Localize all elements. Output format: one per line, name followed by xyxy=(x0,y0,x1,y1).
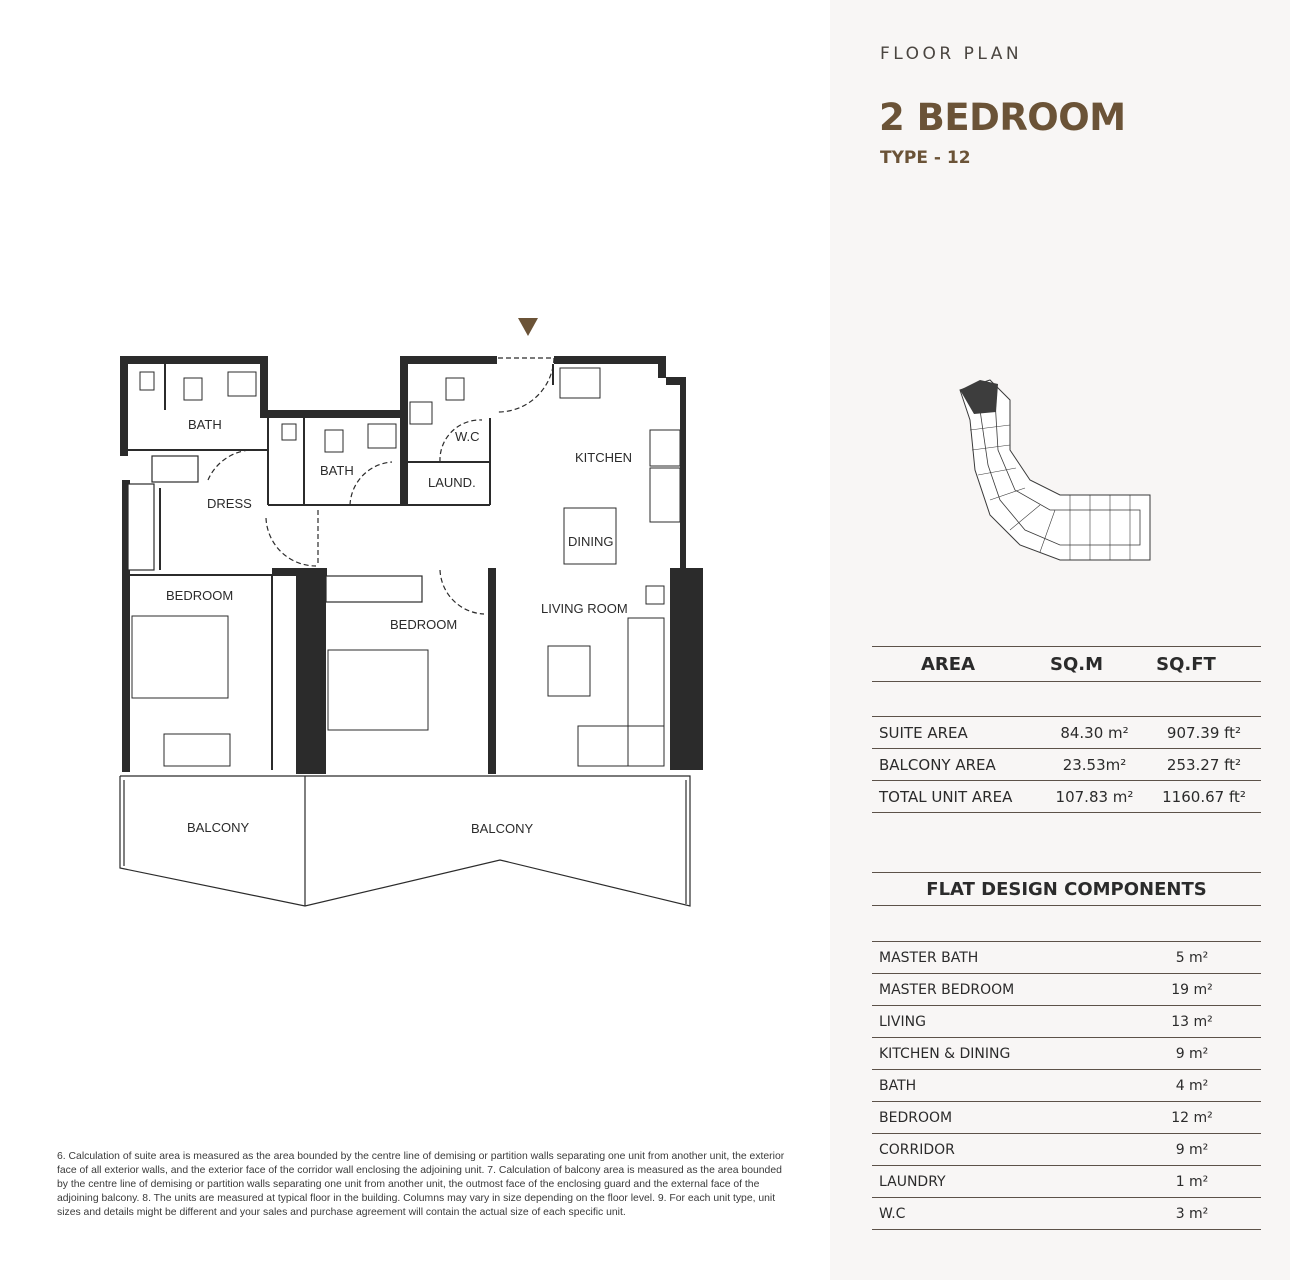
area-table xyxy=(872,646,1261,813)
table-row xyxy=(872,1198,1261,1230)
table-spacer xyxy=(872,682,1261,717)
room-label-bedroom-2: BEDROOM xyxy=(390,617,458,632)
table-row xyxy=(872,1166,1261,1198)
room-label-bath-2: BATH xyxy=(320,463,354,478)
balconies xyxy=(120,776,690,906)
component-value: 4 m² xyxy=(1175,1077,1209,1094)
room-label-bedroom-1: BEDROOM xyxy=(166,588,234,603)
component-name: BATH xyxy=(879,1077,917,1094)
section-kicker: FLOOR PLAN xyxy=(880,44,1023,64)
row-label: BALCONY AREA xyxy=(879,755,996,774)
component-value: 3 m² xyxy=(1175,1205,1209,1222)
area-table-header xyxy=(872,646,1261,682)
highlighted-unit xyxy=(960,380,998,414)
components-table xyxy=(872,872,1261,1230)
row-label: TOTAL UNIT AREA xyxy=(879,787,1013,806)
header-area: AREA xyxy=(920,653,976,675)
table-spacer xyxy=(872,906,1261,942)
table-row xyxy=(872,974,1261,1006)
table-row xyxy=(872,717,1261,749)
row-sqft: 907.39 ft² xyxy=(1166,723,1242,742)
room-label-dining: DINING xyxy=(568,534,614,549)
key-plan-map xyxy=(950,370,1160,570)
row-label: SUITE AREA xyxy=(879,723,968,742)
component-value: 1 m² xyxy=(1175,1173,1209,1190)
table-row xyxy=(872,942,1261,974)
footnote-text: 6. Calculation of suite area is measured as the area bounded by the centre line of demising or partition walls separating one unit from another unit, the exterior face of all exterior walls, and the exterior face of the corridor wall enclosing the adjoining unit. 7. Calculation of balcony area is measured as the area bounded by the centre line of demising or partition walls separating one unit from another unit, the outmost face of the enclosing guard and the external face of the adjoining balcony. 8. The units are measured at typical floor in the building. Columns may vary in size depending on the floor level. 9. For each unit type, unit sizes and details might be different and your sales and purchase agreement will contain the actual size of each specific unit. xyxy=(57,1151,785,1218)
component-value: 5 m² xyxy=(1175,949,1209,966)
component-value: 19 m² xyxy=(1171,981,1213,998)
table-row xyxy=(872,1070,1261,1102)
wardrobes xyxy=(128,456,422,602)
row-sqft: 253.27 ft² xyxy=(1166,755,1242,774)
row-sqm: 84.30 m² xyxy=(1060,723,1129,742)
table-row xyxy=(872,1006,1261,1038)
component-value: 12 m² xyxy=(1171,1109,1213,1126)
components-title: FLAT DESIGN COMPONENTS xyxy=(926,878,1207,900)
room-label-living: LIVING ROOM xyxy=(541,601,628,616)
table-row xyxy=(872,1038,1261,1070)
entry-arrow-icon xyxy=(518,318,538,336)
row-sqm: 107.83 m² xyxy=(1055,787,1134,806)
components-table-header xyxy=(872,872,1261,906)
row-sqft: 1160.67 ft² xyxy=(1162,787,1246,806)
component-name: BEDROOM xyxy=(879,1109,953,1126)
room-label-kitchen: KITCHEN xyxy=(575,450,633,465)
table-row xyxy=(872,1134,1261,1166)
room-label-balcony-2: BALCONY xyxy=(471,821,534,836)
room-label-wc: W.C xyxy=(455,429,480,444)
component-name: W.C xyxy=(879,1205,906,1222)
table-row xyxy=(872,749,1261,781)
component-value: 9 m² xyxy=(1175,1045,1209,1062)
floor-plan-drawing xyxy=(0,300,830,920)
table-row xyxy=(872,781,1261,813)
info-panel xyxy=(830,0,1290,1280)
component-name: CORRIDOR xyxy=(879,1141,955,1158)
unit-type: TYPE - 12 xyxy=(880,148,971,168)
table-row xyxy=(872,1102,1261,1134)
room-label-bath-1: BATH xyxy=(188,417,222,432)
room-label-balcony-1: BALCONY xyxy=(187,820,250,835)
component-name: LAUNDRY xyxy=(879,1173,946,1190)
header-sqm: SQ.M xyxy=(1049,653,1103,675)
component-name: LIVING xyxy=(879,1013,926,1030)
component-value: 13 m² xyxy=(1171,1013,1213,1030)
header-sqft: SQ.FT xyxy=(1156,653,1216,675)
room-label-laundry: LAUND. xyxy=(428,475,476,490)
component-name: MASTER BATH xyxy=(879,949,979,966)
component-value: 9 m² xyxy=(1175,1141,1209,1158)
page-title: 2 BEDROOM xyxy=(879,96,1126,139)
component-name: KITCHEN & DINING xyxy=(879,1045,1011,1062)
component-name: MASTER BEDROOM xyxy=(879,981,1015,998)
room-label-dress: DRESS xyxy=(207,496,252,511)
row-sqm: 23.53m² xyxy=(1062,755,1127,774)
